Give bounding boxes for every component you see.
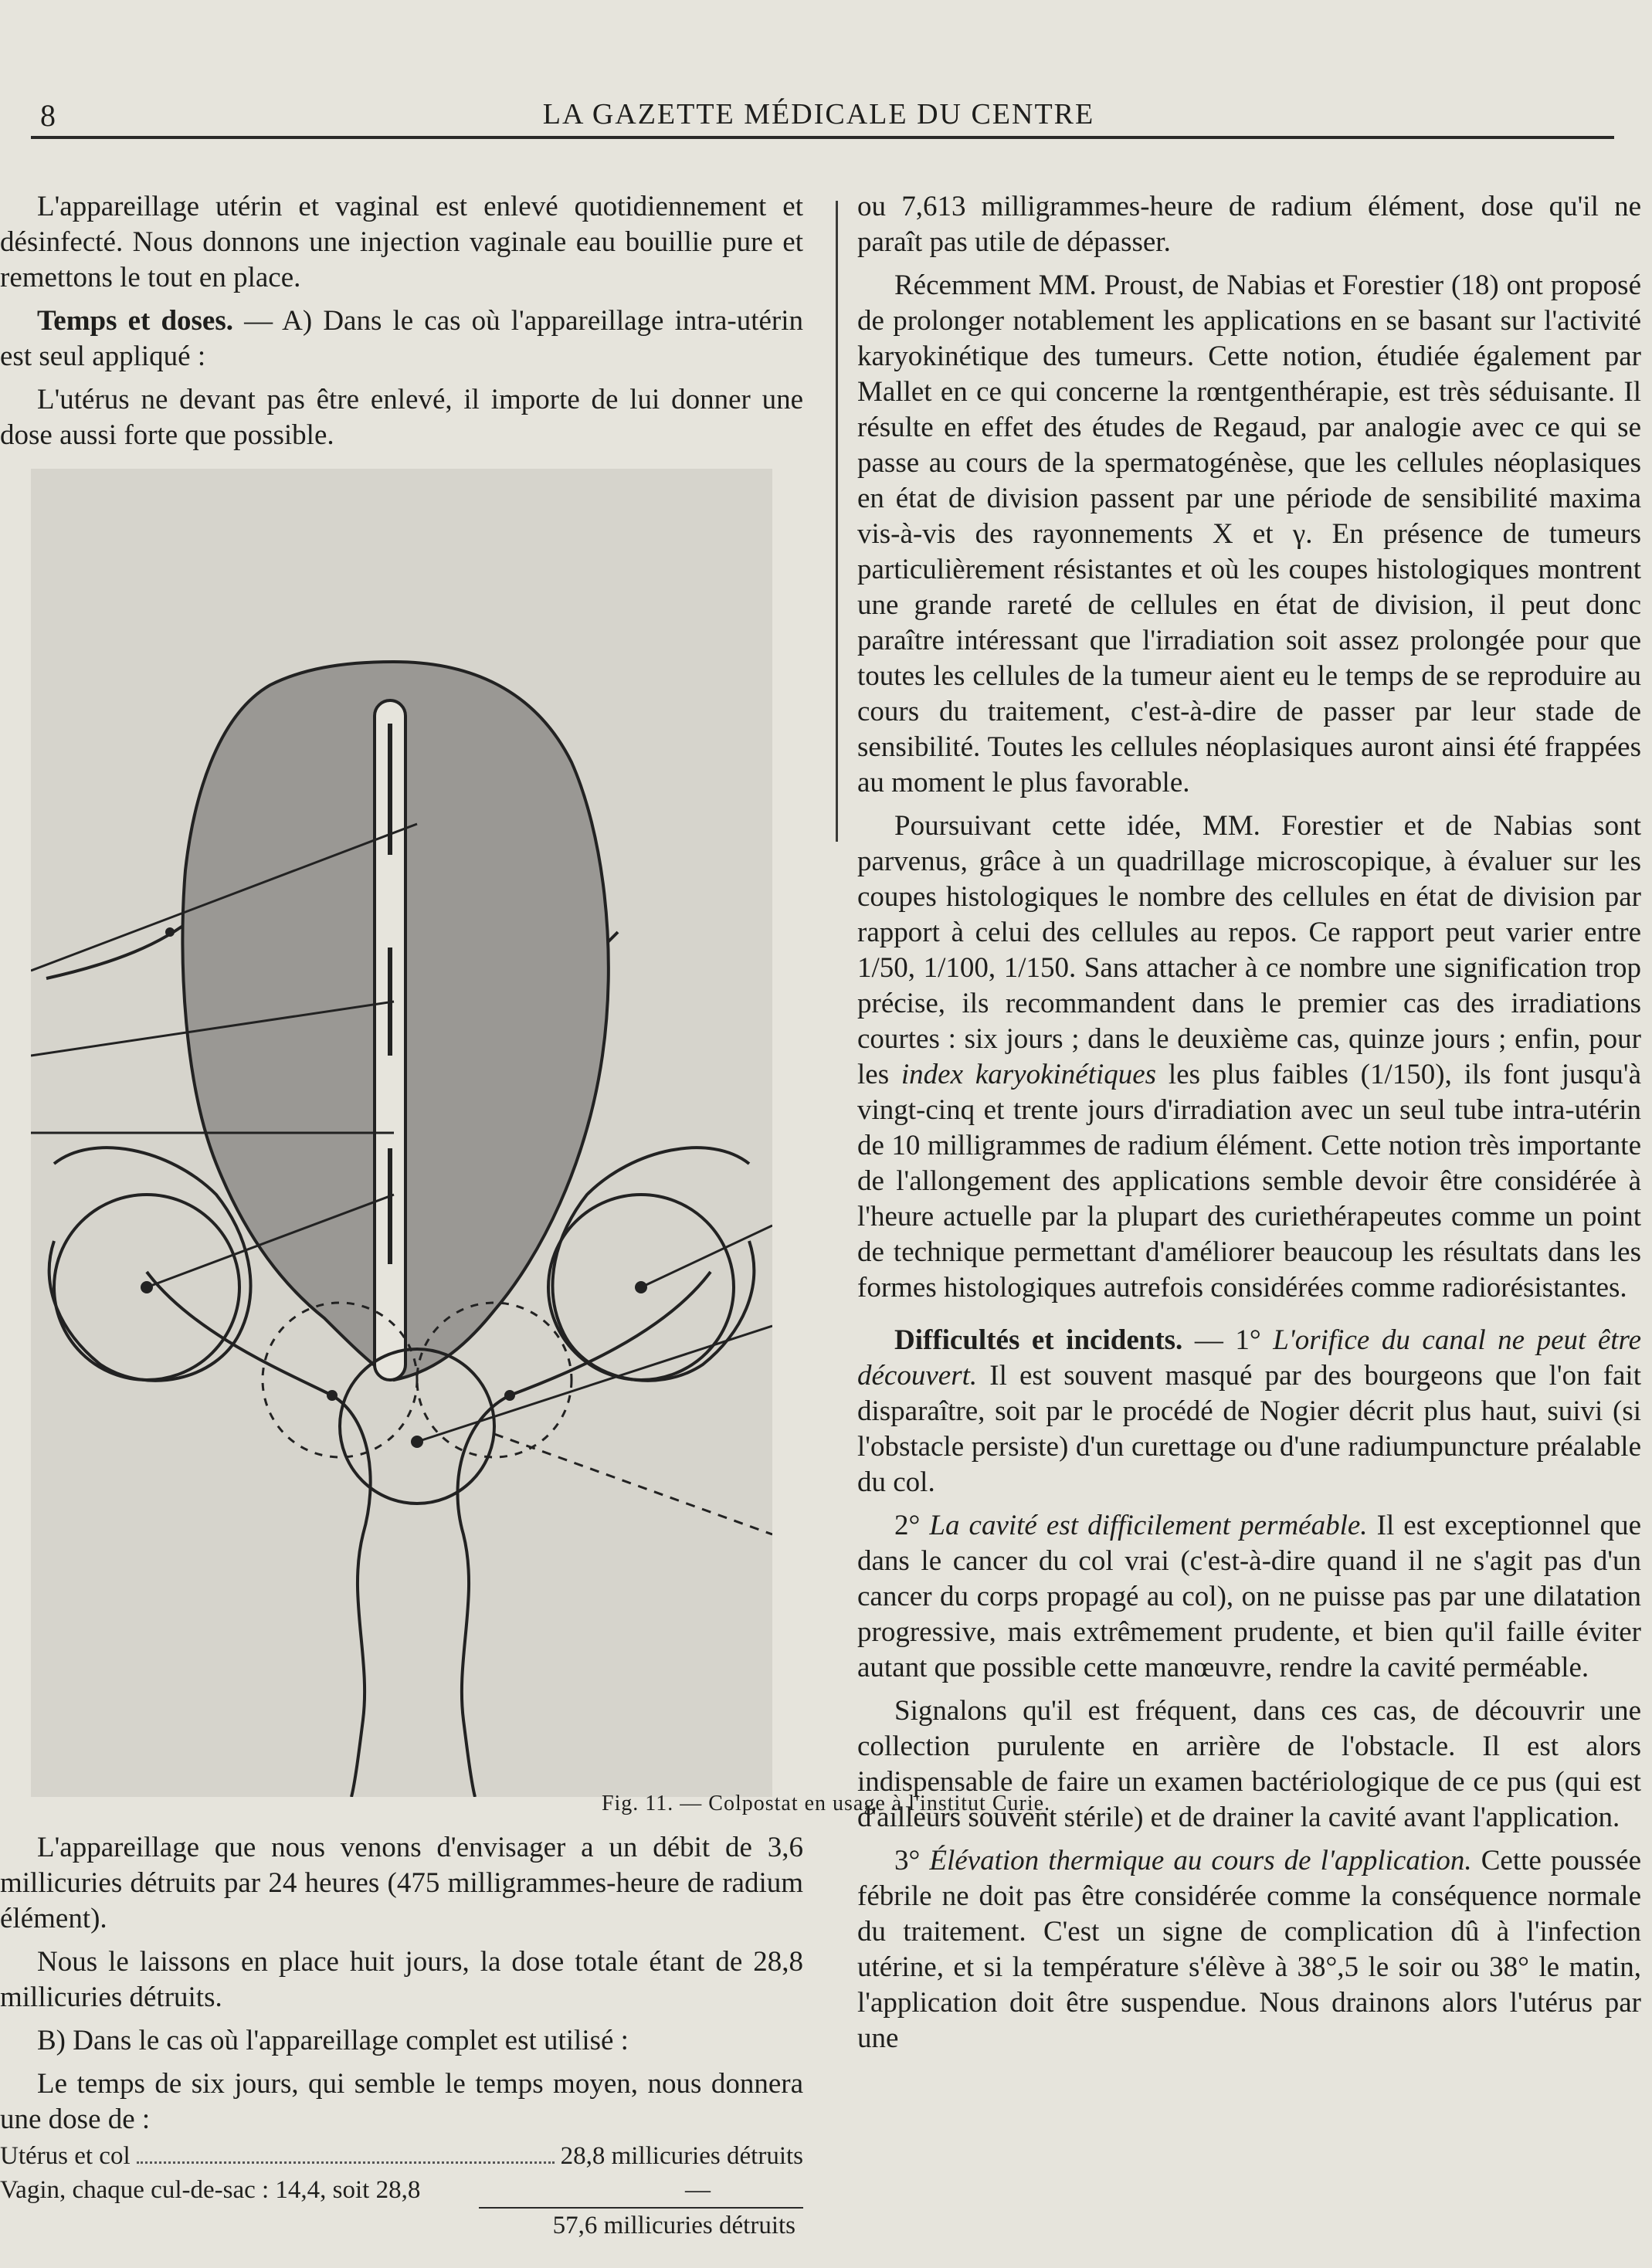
left-paragraph-7: Le temps de six jours, qui semble le temps moyen, nous donnera une dose de : [0, 2068, 803, 2135]
right-paragraph-7-text: Cette poussée fébrile ne doit pas être considérée comme la conséquence normale du traitement. C'est un signe de complication dû à l'infection utérine, et si la température s'élève à 38°,5 le soir ou 38° le matin, l'application doit être suspendue. Nous drainons alors l'utérus par une [857, 1845, 1642, 2054]
dose-value-uterus: 28,8 millicuries détruits [560, 2142, 803, 2170]
dose-total: 57,6 millicuries détruits [479, 2207, 803, 2243]
right-paragraph-4-text: Il est souvent masqué par des bourgeons que l'on fait disparaître, soit par le procédé de Nogier décrit plus haut, suivi (si l'obstacle persiste) d'un curettage ou d'une radiumpuncture préalable du col. [857, 1360, 1641, 1498]
right-paragraph-4-italic: L'orifice du canal ne peut être découvert. [857, 1324, 1642, 1392]
left-paragraph-2-text: — A) Dans le cas où l'appareillage intra-utérin est seul appliqué : [0, 305, 803, 372]
marker-dot-3 [165, 927, 175, 937]
left-paragraph-5: Nous le laissons en place huit jours, la dose totale étant de 28,8 millicuries détruits. [0, 1946, 803, 2013]
column-rule [836, 201, 838, 842]
right-paragraph-3 [857, 809, 1641, 1306]
right-paragraph-3-italic: index karyokinétiques [901, 1059, 1157, 1090]
dose-label-uterus: Utérus et col [0, 2142, 131, 2170]
left-paragraph-6: B) Dans le cas où l'appareillage complet est utilisé : [37, 2025, 629, 2056]
left-column [0, 189, 803, 1836]
left-paragraph-2 [0, 303, 803, 375]
right-paragraph-5-num: 2° [894, 1510, 930, 1541]
right-paragraph-4-mid: — 1° [1182, 1324, 1274, 1356]
marker-dot-2 [504, 1390, 515, 1401]
page-number: 8 [40, 98, 56, 133]
dose-row-uterus [0, 2139, 803, 2173]
figure-colpostat [0, 469, 784, 1836]
right-paragraph-6: Signalons qu'il est fréquent, dans ces cas, de découvrir une collection purulente en arrière de l'obstacle. Il est alors indispensable de faire un examen bactériologique de ce pus (qui est d'ailleurs souvent stérile) et de drainer la cavité avant l'application. [857, 1695, 1641, 1833]
dose-value-vagin: — [685, 2176, 711, 2204]
dose-table [0, 2139, 803, 2243]
dose-leader-dots [137, 2139, 555, 2164]
figure-caption: Fig. 11. — Colpostat en usage à l'institut Curie. [601, 1792, 1051, 1815]
right-paragraph-3-part-b: les plus faibles (1/150), ils font jusqu'à vingt-cinq et trente jours d'irradiation avec un seul tube intra-utérin de 10 milligrammes de radium élément. Cette notion très importante de l'allongement des applications semble devoir être considérée à l'heure actuelle par la plupart des curiethérapeutes comme un point de technique permettant d'améliorer beaucoup les résultats dans les formes histologiques autrefois considérées comme radiorésistantes. [857, 1059, 1642, 1304]
section-heading-difficultes: Difficultés et incidents. [894, 1324, 1183, 1356]
left-column-lower [0, 1830, 803, 2145]
right-paragraph-7 [857, 1843, 1641, 2056]
right-paragraph-1: ou 7,613 milligrammes-heure de radium élément, dose qu'il ne paraît pas utile de dépasser. [857, 191, 1641, 258]
right-paragraph-7-italic: Élévation thermique au cours de l'application. [929, 1845, 1472, 1876]
right-paragraph-5-italic: La cavité est difficilement perméable. [929, 1510, 1368, 1541]
dose-label-vagin: Vagin, chaque cul-de-sac : 14,4, soit 28,8 [0, 2176, 421, 2204]
left-paragraph-1: L'appareillage utérin et vaginal est enlevé quotidiennement et désinfecté. Nous donnons une injection vaginale eau bouillie pure et remettons le tout en place. [0, 191, 803, 293]
left-paragraph-4: L'appareillage que nous venons d'envisager a un débit de 3,6 millicuries détruits par 24 heures (475 milligrammes-heure de radium élément). [0, 1832, 803, 1934]
colpostat-diagram [31, 469, 772, 1797]
left-paragraph-3: L'utérus ne devant pas être enlevé, il importe de lui donner une dose aussi forte que possible. [0, 384, 803, 451]
dose-spacer [426, 2173, 679, 2198]
header-rule [31, 136, 1614, 139]
dose-row-vagin [0, 2173, 803, 2207]
right-paragraph-4 [857, 1323, 1641, 1500]
right-paragraph-5 [857, 1508, 1641, 1686]
section-heading-temps-doses: Temps et doses. [37, 305, 234, 337]
right-paragraph-3-part-a: Poursuivant cette idée, MM. Forestier et de Nabias sont parvenus, grâce à un quadrillage microscopique, à évaluer sur les coupes histologiques le nombre des cellules en état de division par rapport à celui des cellules au repos. Ce rapport peut varier entre 1/50, 1/100, 1/150. Sans attacher à ce nombre une signification trop précise, ils recommandent dans le premier cas des irradiations courtes : six jours ; dans le deuxième cas, quinze jours ; enfin, pour les [857, 810, 1641, 1090]
right-paragraph-5-text: Il est exceptionnel que dans le cancer du col vrai (c'est-à-dire quand il ne s'agit pas d'un cancer du corps propagé au col), on ne puisse pas par une dilatation progressive, mais extrêmement prudente, et bien qu'il faille éviter autant que possible cette manœuvre, rendre la cavité perméable. [857, 1510, 1641, 1683]
right-column [857, 189, 1641, 2064]
marker-dot-1 [327, 1390, 338, 1401]
right-paragraph-2: Récemment MM. Proust, de Nabias et Forestier (18) ont proposé de prolonger notablement les applications en se basant sur l'activité karyokinétique des tumeurs. Cette notion, étudiée également par Mallet en ce qui concerne la rœntgenthérapie, est très séduisante. Il résulte en effet des études de Regaud, par analogie avec ce qui se passe au cours de la spermatogénèse, que les cellules néoplasiques en état de division passent par une période de sensibilité maxima vis-à-vis des rayonnements X et γ. En présence de tumeurs particulièrement résistantes et où les coupes histologiques montrent une grande rareté de cellules en état de division, il peut donc paraître intéressant que l'irradiation soit assez prolongée pour que toutes les cellules de la tumeur aient eu le temps de se reproduire au cours du traitement, c'est-à-dire de passer par leur stade de sensibilité. Toutes les cellules néoplasiques auront ainsi été frappées au moment le plus favorable. [857, 270, 1641, 798]
right-paragraph-7-num: 3° [894, 1845, 930, 1876]
journal-title: LA GAZETTE MÉDICALE DU CENTRE [542, 98, 1095, 131]
